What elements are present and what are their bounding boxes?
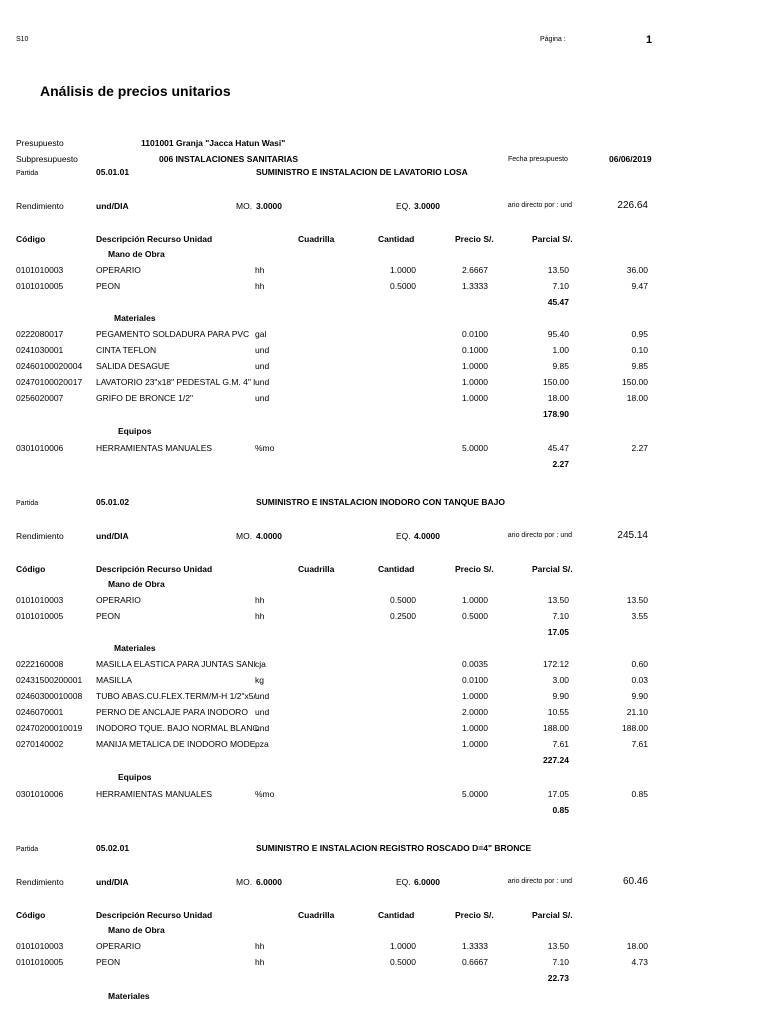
mat-descripcion: PERNO DE ANCLAJE PARA INODORO xyxy=(96,707,248,717)
mat-codigo: 0241030001 xyxy=(16,345,64,355)
mo-codigo: 0101010005 xyxy=(16,611,64,621)
partida-label: Partida xyxy=(16,500,39,507)
mat-unidad: kg xyxy=(255,675,264,685)
mo-cantidad: 1.3333 xyxy=(462,281,488,291)
mo-subtotal: 45.47 xyxy=(547,297,569,307)
eq-descripcion: HERRAMIENTAS MANUALES xyxy=(96,443,213,453)
mo-descripcion: PEON xyxy=(96,281,121,291)
partida-code: 05.01.02 xyxy=(96,497,130,507)
mat-precio: 7.61 xyxy=(552,739,569,749)
eq-value: 6.0000 xyxy=(414,877,440,887)
mat-descripcion: MASILLA xyxy=(96,675,132,685)
mo-precio: 7.10 xyxy=(552,281,569,291)
mat-parcial: 150.00 xyxy=(622,377,648,387)
section-mano-de-obra: Mano de Obra xyxy=(108,249,165,259)
presupuesto-label: Presupuesto xyxy=(16,138,64,148)
eq-precio: 45.47 xyxy=(547,443,569,453)
eq-value: 4.0000 xyxy=(414,531,440,541)
mo-codigo: 0101010003 xyxy=(16,595,64,605)
mo-cuadrilla: 0.5000 xyxy=(390,957,416,967)
partida-label: Partida xyxy=(16,846,39,853)
mo-precio: 7.10 xyxy=(552,611,569,621)
rendimiento-unit: und/DIA xyxy=(96,877,129,887)
mo-cuadrilla: 0.5000 xyxy=(390,595,416,605)
col-cantidad: Cantidad xyxy=(378,910,415,920)
subpresupuesto-value: 006 INSTALACIONES SANITARIAS xyxy=(159,154,299,164)
mo-label: MO. xyxy=(236,201,253,211)
mat-descripcion: GRIFO DE BRONCE 1/2" xyxy=(96,393,194,403)
mo-parcial: 13.50 xyxy=(626,595,648,605)
mat-cantidad: 1.0000 xyxy=(462,361,488,371)
mat-parcial: 0.60 xyxy=(631,659,648,669)
mat-unidad: und xyxy=(255,345,270,355)
mat-precio: 10.55 xyxy=(547,707,569,717)
col-codigo: Código xyxy=(16,910,46,920)
col-codigo: Código xyxy=(16,234,46,244)
eq-label: EQ. xyxy=(396,201,411,211)
mo-cuadrilla: 0.5000 xyxy=(390,281,416,291)
rendimiento-label: Rendimiento xyxy=(16,877,64,887)
mo-cuadrilla: 1.0000 xyxy=(390,941,416,951)
rendimiento-label: Rendimiento xyxy=(16,531,64,541)
mat-cantidad: 1.0000 xyxy=(462,723,488,733)
page-label: Página : xyxy=(540,36,566,43)
fecha-label: Fecha presupuesto xyxy=(508,156,568,163)
mat-codigo: 02470200010019 xyxy=(16,723,83,733)
mat-parcial: 0.03 xyxy=(631,675,648,685)
mat-cantidad: 1.0000 xyxy=(462,377,488,387)
col-descripcion: Descripción Recurso Unidad xyxy=(96,564,213,574)
mo-codigo: 0101010003 xyxy=(16,265,64,275)
mo-descripcion: OPERARIO xyxy=(96,265,141,275)
mat-parcial: 0.95 xyxy=(631,329,648,339)
section-equipos: Equipos xyxy=(118,772,152,782)
mo-cuadrilla: 0.2500 xyxy=(390,611,416,621)
col-cantidad: Cantidad xyxy=(378,564,415,574)
mat-unidad: und xyxy=(255,707,270,717)
mo-precio: 7.10 xyxy=(552,957,569,967)
mo-descripcion: PEON xyxy=(96,957,121,967)
mat-descripcion: MANIJA METALICA DE INODORO MODE xyxy=(96,739,256,749)
rendimiento-unit: und/DIA xyxy=(96,531,129,541)
mo-unidad: hh xyxy=(255,265,265,275)
mo-cantidad: 2.6667 xyxy=(462,265,488,275)
mo-descripcion: OPERARIO xyxy=(96,941,141,951)
mat-unidad: gal xyxy=(255,329,267,339)
subpresupuesto-label: Subpresupuesto xyxy=(16,154,78,164)
eq-label: EQ. xyxy=(396,531,411,541)
mat-cantidad: 2.0000 xyxy=(462,707,488,717)
mat-unidad: pza xyxy=(255,739,269,749)
mat-parcial: 9.90 xyxy=(631,691,648,701)
col-cantidad: Cantidad xyxy=(378,234,415,244)
costo-unitario-label: ario directo por : und xyxy=(507,532,572,539)
presupuesto-value: 1101001 Granja "Jacca Hatun Wasi" xyxy=(141,138,286,148)
mo-subtotal: 17.05 xyxy=(547,627,569,637)
section-materiales: Materiales xyxy=(108,991,150,1001)
mo-unidad: hh xyxy=(255,595,265,605)
mo-unidad: hh xyxy=(255,957,265,967)
section-materiales: Materiales xyxy=(114,643,156,653)
mat-cantidad: 0.1000 xyxy=(462,345,488,355)
mo-codigo: 0101010003 xyxy=(16,941,64,951)
mat-descripcion: SALIDA DESAGUE xyxy=(96,361,170,371)
mo-parcial: 18.00 xyxy=(626,941,648,951)
mat-codigo: 0222160008 xyxy=(16,659,64,669)
mat-cantidad: 0.0100 xyxy=(462,329,488,339)
mat-descripcion: PEGAMENTO SOLDADURA PARA PVC xyxy=(96,329,250,339)
mo-value: 4.0000 xyxy=(256,531,282,541)
mo-label: MO. xyxy=(236,877,253,887)
mat-precio: 188.00 xyxy=(543,723,569,733)
mat-cantidad: 0.0035 xyxy=(462,659,488,669)
mat-precio: 95.40 xyxy=(547,329,569,339)
mat-subtotal: 227.24 xyxy=(543,755,569,765)
mat-codigo: 0222080017 xyxy=(16,329,64,339)
mat-cantidad: 1.0000 xyxy=(462,393,488,403)
eq-unidad: %mo xyxy=(255,789,275,799)
mat-cantidad: 1.0000 xyxy=(462,739,488,749)
mo-parcial: 9.47 xyxy=(631,281,648,291)
eq-codigo: 0301010006 xyxy=(16,443,64,453)
mat-codigo: 02470100020017 xyxy=(16,377,83,387)
col-cuadrilla: Cuadrilla xyxy=(298,564,335,574)
mat-precio: 18.00 xyxy=(547,393,569,403)
mo-cuadrilla: 1.0000 xyxy=(390,265,416,275)
costo-unitario-label: ario directo por : und xyxy=(507,878,572,885)
mat-parcial: 9.85 xyxy=(631,361,648,371)
mat-codigo: 02460300010008 xyxy=(16,691,83,701)
rendimiento-label: Rendimiento xyxy=(16,201,64,211)
fecha-value: 06/06/2019 xyxy=(609,154,652,164)
eq-codigo: 0301010006 xyxy=(16,789,64,799)
col-precio: Precio S/. xyxy=(455,910,494,920)
section-equipos: Equipos xyxy=(118,426,152,436)
mat-unidad: und xyxy=(255,691,270,701)
mat-precio: 9.90 xyxy=(552,691,569,701)
mat-subtotal: 178.90 xyxy=(543,409,569,419)
mo-descripcion: OPERARIO xyxy=(96,595,141,605)
partida-total: 226.64 xyxy=(617,200,648,211)
mat-descripcion: CINTA TEFLON xyxy=(96,345,157,355)
eq-parcial: 0.85 xyxy=(631,789,648,799)
mat-codigo: 0246070001 xyxy=(16,707,64,717)
mo-parcial: 4.73 xyxy=(631,957,648,967)
eq-cantidad: 5.0000 xyxy=(462,443,488,453)
mo-subtotal: 22.73 xyxy=(547,973,569,983)
report-code: S10 xyxy=(16,36,29,43)
partida-label: Partida xyxy=(16,170,39,177)
mo-cantidad: 0.5000 xyxy=(462,611,488,621)
partida-name: SUMINISTRO E INSTALACION DE LAVATORIO LOSA xyxy=(256,167,468,177)
mo-unidad: hh xyxy=(255,611,265,621)
mat-unidad: und xyxy=(255,723,270,733)
mat-precio: 3.00 xyxy=(552,675,569,685)
mat-parcial: 188.00 xyxy=(622,723,648,733)
partida-code: 05.02.01 xyxy=(96,843,130,853)
mo-precio: 13.50 xyxy=(547,595,569,605)
mo-parcial: 36.00 xyxy=(626,265,648,275)
mat-unidad: und xyxy=(255,393,270,403)
mat-precio: 1.00 xyxy=(552,345,569,355)
mat-unidad: und xyxy=(255,377,270,387)
partida-total: 245.14 xyxy=(617,530,648,541)
col-descripcion: Descripción Recurso Unidad xyxy=(96,910,213,920)
eq-subtotal: 2.27 xyxy=(552,459,569,469)
mat-parcial: 0.10 xyxy=(631,345,648,355)
eq-subtotal: 0.85 xyxy=(552,805,569,815)
partida-name: SUMINISTRO E INSTALACION REGISTRO ROSCADO D=4" BRONCE xyxy=(256,843,532,853)
eq-unidad: %mo xyxy=(255,443,275,453)
eq-label: EQ. xyxy=(396,877,411,887)
mat-unidad: cja xyxy=(255,659,266,669)
mo-parcial: 3.55 xyxy=(631,611,648,621)
partida-total: 60.46 xyxy=(622,876,648,887)
col-cuadrilla: Cuadrilla xyxy=(298,234,335,244)
eq-precio: 17.05 xyxy=(547,789,569,799)
mat-precio: 172.12 xyxy=(543,659,569,669)
eq-value: 3.0000 xyxy=(414,201,440,211)
mat-codigo: 02431500200001 xyxy=(16,675,83,685)
rendimiento-unit: und/DIA xyxy=(96,201,129,211)
eq-cantidad: 5.0000 xyxy=(462,789,488,799)
mo-cantidad: 1.0000 xyxy=(462,595,488,605)
mat-descripcion: INODORO TQUE. BAJO NORMAL BLANC xyxy=(96,723,259,733)
partida-code: 05.01.01 xyxy=(96,167,130,177)
mat-cantidad: 1.0000 xyxy=(462,691,488,701)
col-precio: Precio S/. xyxy=(455,564,494,574)
mo-precio: 13.50 xyxy=(547,265,569,275)
mat-codigo: 0256020007 xyxy=(16,393,64,403)
eq-descripcion: HERRAMIENTAS MANUALES xyxy=(96,789,213,799)
col-precio: Precio S/. xyxy=(455,234,494,244)
mat-precio: 150.00 xyxy=(543,377,569,387)
mo-codigo: 0101010005 xyxy=(16,957,64,967)
mo-precio: 13.50 xyxy=(547,941,569,951)
section-mano-de-obra: Mano de Obra xyxy=(108,925,165,935)
mo-unidad: hh xyxy=(255,941,265,951)
col-codigo: Código xyxy=(16,564,46,574)
mat-parcial: 21.10 xyxy=(626,707,648,717)
col-parcial: Parcial S/. xyxy=(532,564,573,574)
mat-parcial: 18.00 xyxy=(626,393,648,403)
mat-descripcion: LAVATORIO 23"x18" PEDESTAL G.M. 4" l xyxy=(96,377,256,387)
col-descripcion: Descripción Recurso Unidad xyxy=(96,234,213,244)
partida-name: SUMINISTRO E INSTALACION INODORO CON TANQUE BAJO xyxy=(256,497,506,507)
eq-parcial: 2.27 xyxy=(631,443,648,453)
mo-descripcion: PEON xyxy=(96,611,121,621)
section-mano-de-obra: Mano de Obra xyxy=(108,579,165,589)
mat-descripcion: TUBO ABAS.CU.FLEX.TERM/M-H 1/2"x5/ xyxy=(96,691,256,701)
mo-value: 6.0000 xyxy=(256,877,282,887)
mat-codigo: 0270140002 xyxy=(16,739,64,749)
mo-cantidad: 1.3333 xyxy=(462,941,488,951)
mo-unidad: hh xyxy=(255,281,265,291)
mo-label: MO. xyxy=(236,531,253,541)
mat-cantidad: 0.0100 xyxy=(462,675,488,685)
mo-codigo: 0101010005 xyxy=(16,281,64,291)
page-number: 1 xyxy=(646,34,653,46)
mat-descripcion: MASILLA ELASTICA PARA JUNTAS SANI xyxy=(96,659,256,669)
page-title: Análisis de precios unitarios xyxy=(40,83,231,99)
mat-parcial: 7.61 xyxy=(631,739,648,749)
section-materiales: Materiales xyxy=(114,313,156,323)
col-parcial: Parcial S/. xyxy=(532,910,573,920)
mat-unidad: und xyxy=(255,361,270,371)
costo-unitario-label: ario directo por : und xyxy=(507,202,572,209)
mat-precio: 9.85 xyxy=(552,361,569,371)
col-parcial: Parcial S/. xyxy=(532,234,573,244)
mo-value: 3.0000 xyxy=(256,201,282,211)
mat-codigo: 02460100020004 xyxy=(16,361,83,371)
col-cuadrilla: Cuadrilla xyxy=(298,910,335,920)
mo-cantidad: 0.6667 xyxy=(462,957,488,967)
